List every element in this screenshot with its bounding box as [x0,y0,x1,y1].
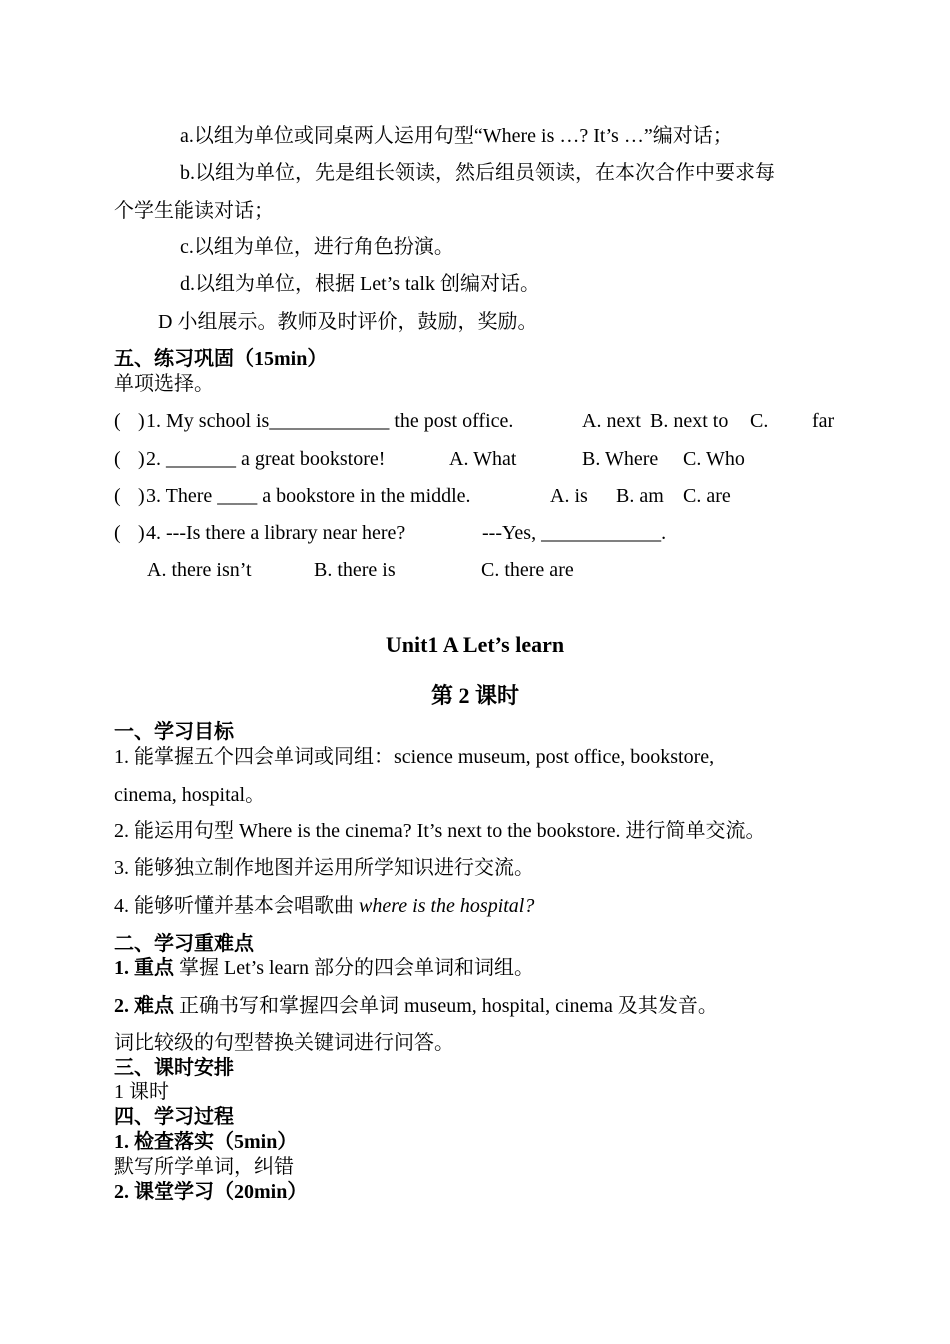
practice-subheading: 单项选择。 [114,373,214,395]
activity-d: d.以组为单位，根据 Let’s talk 创编对话。 [180,273,540,295]
goal-1-line1: 1. 能掌握五个四会单词或同组：science museum, post office, bookstore, [114,746,715,768]
step-1-heading: 1. 检查落实（5min） [114,1131,298,1153]
activity-a: a.以组为单位或同桌两人运用句型“Where is …? It’s …”编对话； [180,125,733,147]
question-1 [114,409,844,433]
goal-2: 2. 能运用句型 Where is the cinema? It’s next to the bookstore. 进行简单交流。 [114,820,766,842]
schedule-heading: 三、课时安排 [114,1057,234,1079]
option-c: C. [750,410,769,432]
lesson-subtitle: 第 2 课时 [430,683,519,708]
difficulty-label: 2. 难点 [114,995,174,1017]
goal-3: 3. 能够独立制作地图并运用所学知识进行交流。 [114,857,534,879]
lesson-title: Unit1 A Let’s learn [385,632,565,657]
option-a: A. is [550,485,588,507]
activity-b-line2: 个学生能读对话； [114,200,274,222]
key-extra: 词比较级的句型替换关键词进行问答。 [114,1032,454,1054]
question-4 [114,521,844,545]
option-c: C. there are [481,559,574,581]
question-paren-open: ( [114,448,121,470]
question-stem: 3. There ____ a bookstore in the middle. [146,485,471,507]
process-heading: 四、学习过程 [114,1106,234,1128]
question-4-options [147,558,747,582]
question-3 [114,484,844,508]
question-2 [114,447,844,471]
question-stem: 1. My school is____________ the post office. [146,410,514,432]
activity-b-line1: b.以组为单位，先是组长领读，然后组员领读，在本次合作中要求每 [180,162,775,184]
goal-1-line2: cinema, hospital。 [114,784,266,806]
option-b: B. am [616,485,664,507]
step-2-heading: 2. 课堂学习（20min） [114,1181,308,1203]
question-paren-close: ) [138,448,145,470]
question-paren-open: ( [114,410,121,432]
option-a: A. What [449,448,517,470]
option-a: A. there isn’t [147,559,252,581]
question-paren-open: ( [114,485,121,507]
question-paren-close: ) [138,410,145,432]
option-a: A. next [582,410,641,432]
schedule-text: 1 课时 [114,1081,169,1103]
question-paren-open: ( [114,522,121,544]
key-point-text: 掌握 Let’s learn 部分的四会单词和词组。 [174,957,534,979]
activity-c: c.以组为单位，进行角色扮演。 [180,236,454,258]
question-stem: 2. _______ a great bookstore! [146,448,386,470]
key-point-2 [114,994,718,1018]
question-stem: 4. ---Is there a library near here? [146,522,406,544]
key-heading: 二、学习重难点 [114,933,254,955]
step-1-text: 默写所学单词，纠错 [114,1156,294,1178]
practice-heading: 五、练习巩固（15min） [114,348,328,370]
option-c: C. are [683,485,731,507]
goals-heading: 一、学习目标 [114,721,234,743]
option-c: C. Who [683,448,745,470]
goal-4 [114,894,534,918]
goal-4-text: 4. 能够听懂并基本会唱歌曲 [114,895,359,917]
option-b: B. there is [314,559,396,581]
song-title: where is the hospital? [359,895,535,917]
option-b: B. next to [650,410,729,432]
question-paren-close: ) [138,522,145,544]
activity-group-show: D 小组展示。教师及时评价，鼓励，奖励。 [158,311,538,333]
question-paren-close: ) [138,485,145,507]
key-point-1 [114,956,534,980]
option-b: B. Where [582,448,659,470]
key-point-label: 1. 重点 [114,957,174,979]
question-answer-blank: ---Yes, ____________. [482,522,667,544]
option-c-text: far [812,410,835,432]
difficulty-text: 正确书写和掌握四会单词 museum, hospital, cinema 及其发音。 [174,995,718,1017]
